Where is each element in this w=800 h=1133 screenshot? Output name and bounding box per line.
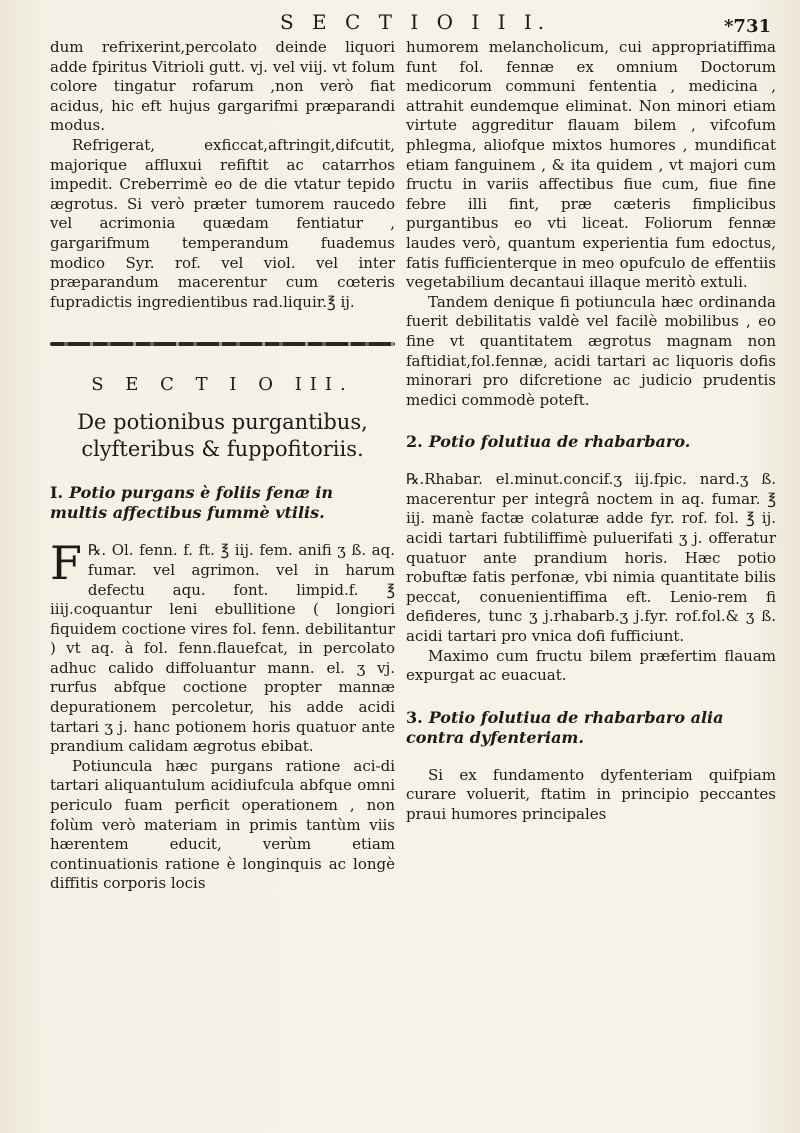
paragraph: humorem melancholicum, cui appropriatiffima funt fol. fennæ ex omnium Doctorum medicorum communi fententia , medicina , attrahit eundemque eliminat. Non minori etiam virtute aggreditur flauam bilem , vifcofum phlegma, aliofque mixtos humores , mundificat etiam fanguinem , & ita quidem , vt majori cum fructu in variis affectibus fiue cum, fiue fine febre illi fint, præ cæteris fimplicibus purgantibus eo vti liceat. Foliorum fennæ laudes verò, quantum experientia fum edoctus, fatis fufficienterque in meo opufculo de effentiis vegetabilium decantaui illaque meritò extuli. (406, 38, 776, 292)
drop-cap: F (50, 536, 82, 591)
paragraph: Potiuncula hæc purgans ratione aci-di tartari aliquantulum acidiufcula abfque omni periculo fuam perficit operationem , non folùm verò materiam in primis tantùm viis hærentem educit, verùm etiam continuationis ratione è longinquis ac longè diffitis corporis locis (50, 756, 395, 893)
ornamental-rule (50, 342, 395, 346)
page-number: *731 (724, 16, 771, 37)
recipe-heading (50, 483, 395, 523)
recipe-number: 3. (406, 707, 423, 727)
recipe-body: ℞.Rhabar. el.minut.concif.ʒ iij.fpic. nard.ʒ ß. macerentur per integrâ noctem in aq. fumar. ℥ iij. manè factæ colaturæ adde fyr. rof. fol. ℥ ij. acidi tartari fubtiliffimè puluerifati ʒ j. offeratur quatuor ante prandium horis. Hæc potio robuftæ fatis perfonæ, vbi nimia quantitate bilis peccat, conuenientiffima eft. Lenio-rem fi defideres, tunc ʒ j.rhabarb.ʒ j.fyr. rof.fol.& ʒ ß. acidi tartari pro vnica dofi fufficiunt. (406, 470, 776, 646)
paragraph: Tandem denique fi potiuncula hæc ordinanda fuerit debilitatis valdè vel facilè mobilibus , eo fine vt quantitatem ægrotus magnam non faftidiat,fol.fennæ, acidi tartari ac liquoris dofis minorari pro difcretione ac judicio prudentis medici commodè poteft. (406, 292, 776, 409)
paragraph: Refrigerat, exficcat,aftringit,difcutit, majorique affluxui refiftit ac catarrhos impedit. Creberrimè eo de die vtatur tepido ægrotus. Si verò præter tumorem raucedo vel acrimonia quædam fentiatur , gargarifmum temperandum fuademus modico Syr. rof. vel viol. vel inter præparandum macerentur cum cœteris fupradictis ingredientibus rad.liquir.℥ ij. (50, 135, 395, 311)
paragraph: Maximo cum fructu bilem præfertim flauam expurgat ac euacuat. (406, 646, 776, 685)
recipe-heading (406, 708, 776, 748)
section-title: De potionibus purgantibus, clyfteribus & fuppofitoriis. (77, 410, 368, 462)
recipe-number: I. (50, 483, 64, 503)
paragraph: Si ex fundamento dyfenteriam quifpiam curare voluerit, ftatim in principio peccantes praui humores principales (406, 765, 776, 823)
section-label: S E C T I O III. (91, 374, 354, 396)
left-column (50, 38, 395, 894)
recipe-heading (406, 432, 776, 452)
recipe-title: Potio folutiua de rhabarbaro. (428, 432, 691, 452)
running-head-title: S E C T I O I I I. (280, 10, 551, 34)
paragraph: dum refrixerint,percolato deinde liquori adde fpiritus Vitrioli gutt. vj. vel viij. vt folum colore tingatur rofarum ,non verò fiat acidus, hic eft hujus gargarifmi præparandi modus. (50, 38, 395, 135)
right-column (406, 38, 776, 825)
recipe-body: ℞. Ol. fenn. f. ft. ℥ iij. fem. anifi ʒ ß. aq. fumar. vel agrimon. vel in harum defectu aqu. font. limpid.f. ℥ iiij.coquantur leni ebullitione ( longiori fiquidem coctione vires fol. fenn. debilitantur ) vt aq. à fol. fenn.flauefcat, in percolato adhuc calido diffoluantur mann. el. ʒ vj. rurfus abfque coctione propter mannæ depurationem percoletur, his adde acidi tartari ʒ j. hanc potionem horis quatuor ante prandium calidam ægrotus ebibat. (50, 541, 395, 756)
recipe-title: Potio purgans è foliis fenæ in multis affectibus fummè vtilis. (50, 483, 334, 523)
recipe-number: 2. (406, 432, 423, 452)
recipe-text (50, 536, 395, 757)
recipe-title: Potio folutiua de rhabarbaro alia contra dyfenteriam. (406, 707, 724, 747)
